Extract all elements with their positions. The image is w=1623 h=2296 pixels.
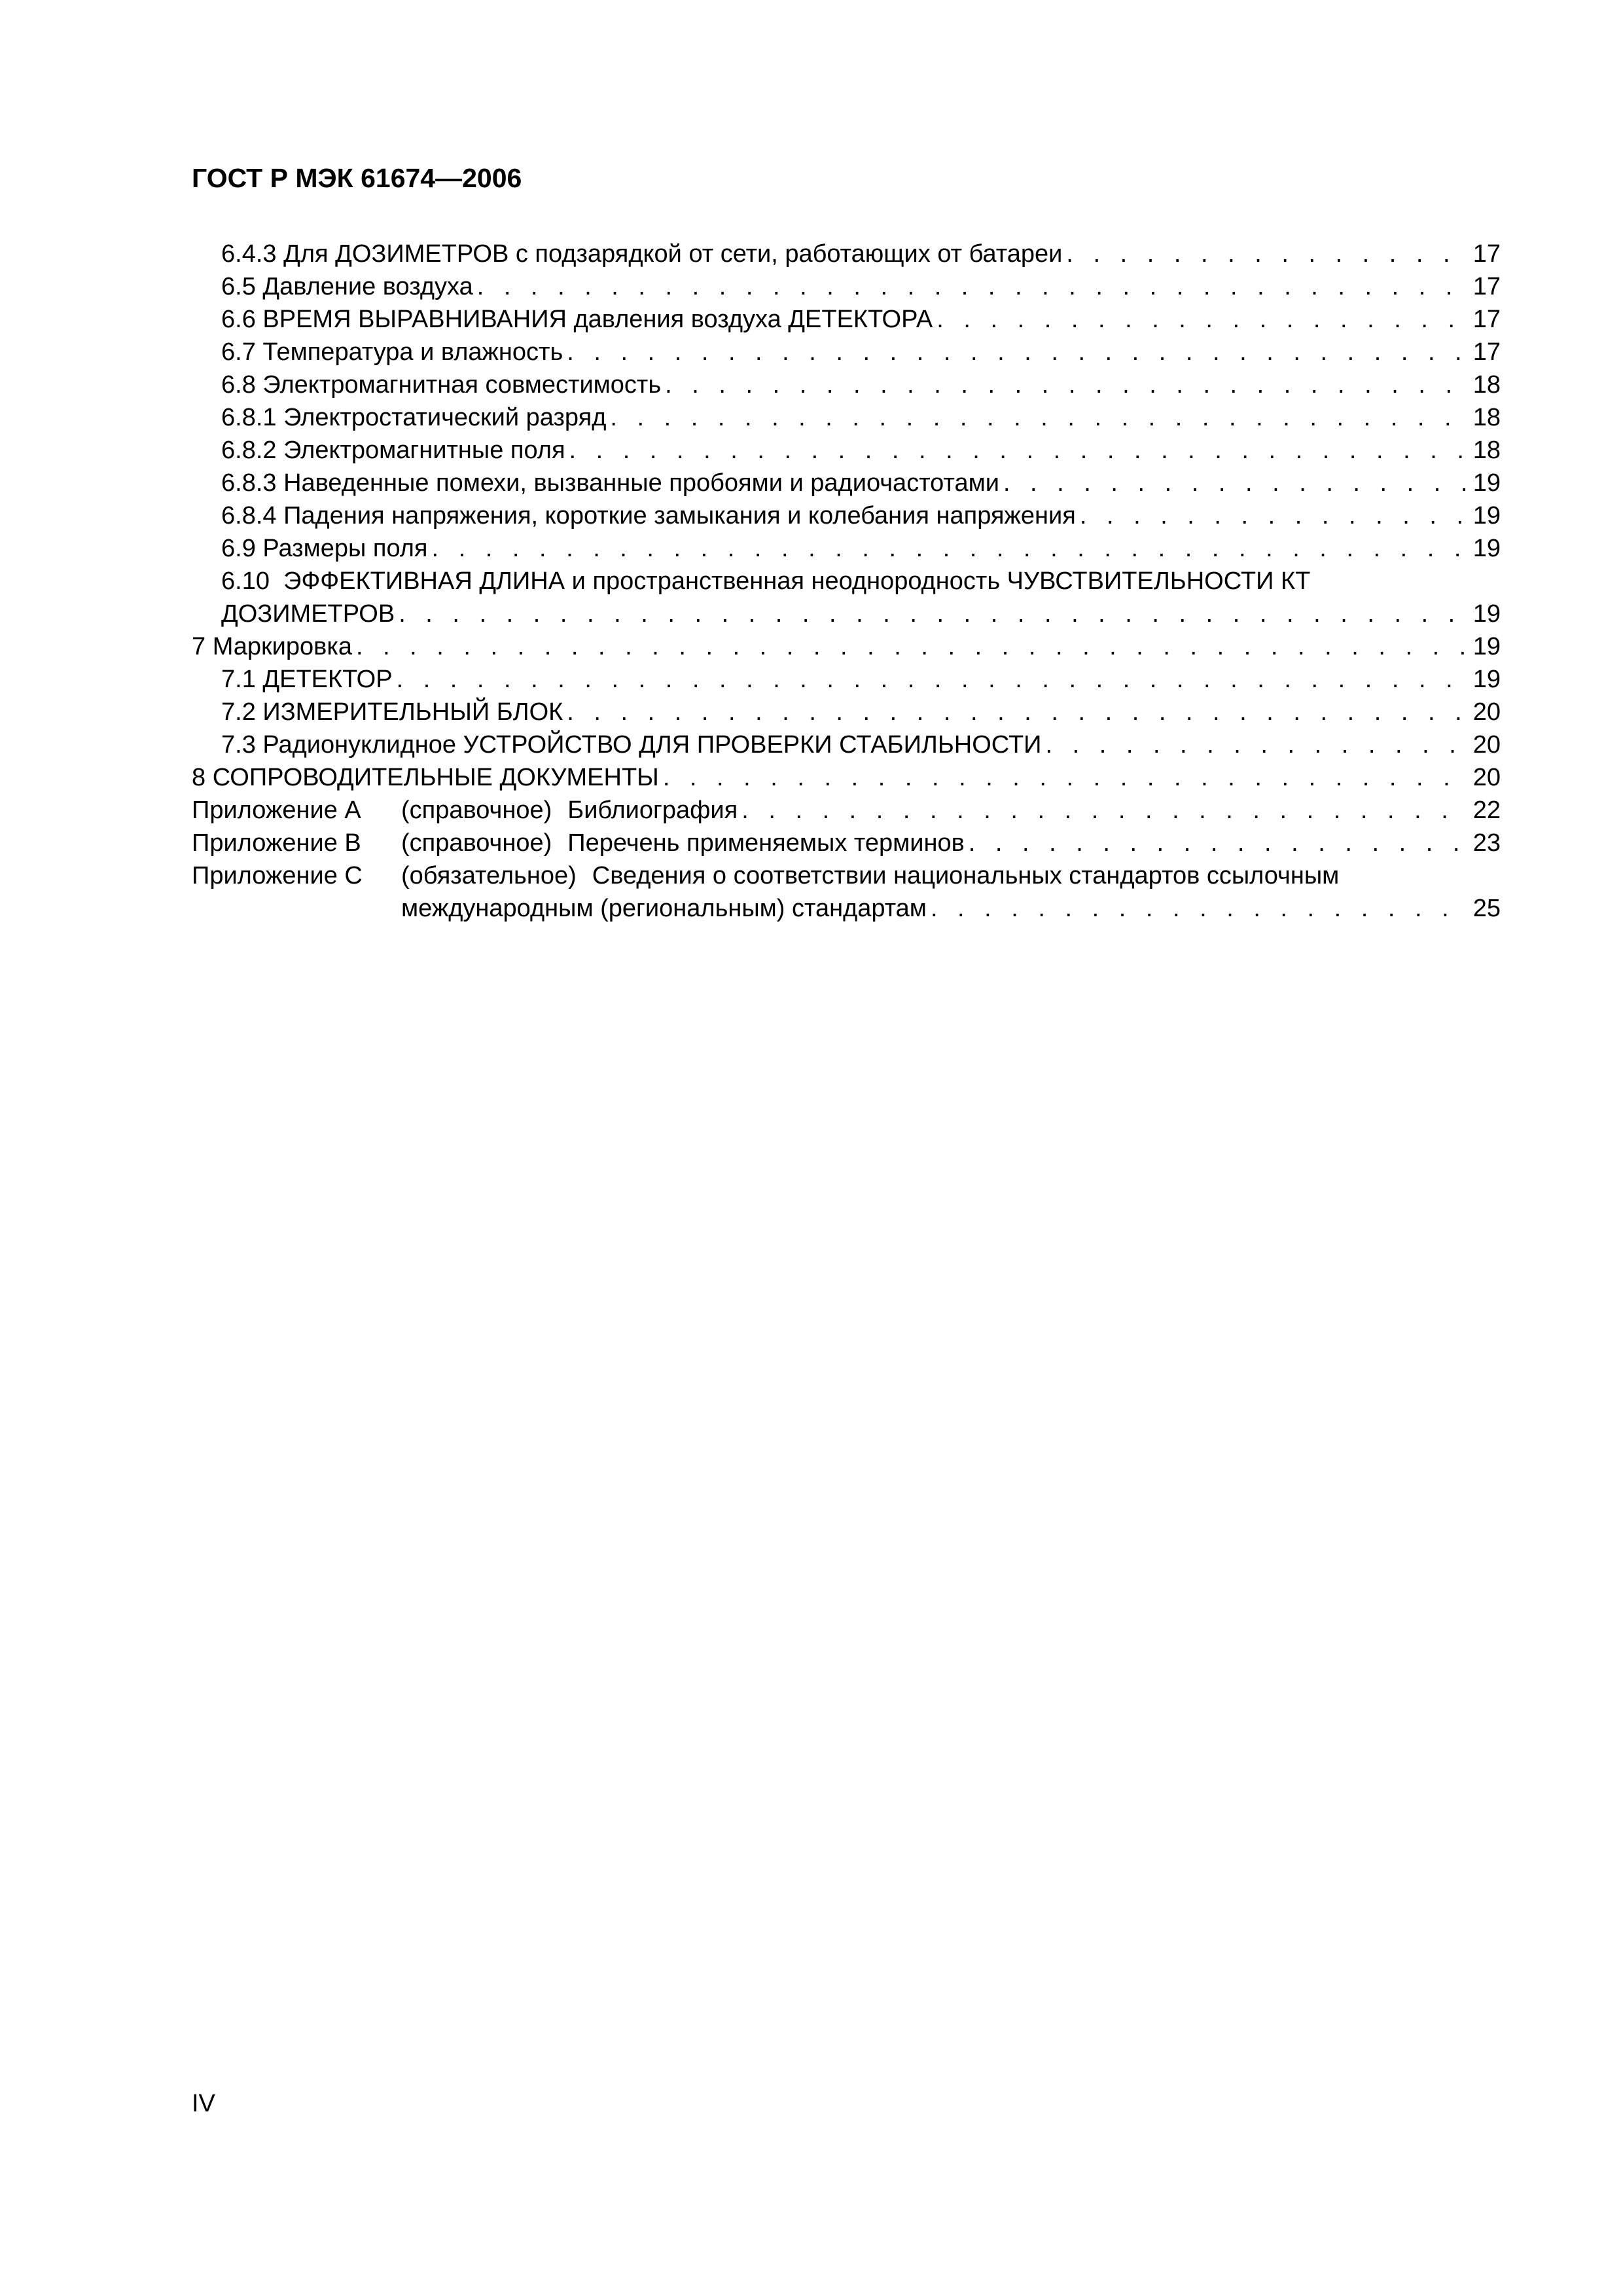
toc-entry-6-4-3 — [192, 238, 1501, 270]
dot-leader — [665, 368, 1468, 401]
dot-leader — [569, 434, 1468, 467]
document-header: ГОСТ Р МЭК 61674—2006 — [192, 163, 522, 193]
dot-leader — [432, 532, 1469, 565]
appendix-label: Приложение А — [192, 797, 361, 824]
toc-entry-6-7 — [192, 336, 1501, 368]
dot-leader — [969, 827, 1468, 859]
dot-leader — [477, 270, 1468, 303]
toc-entry-6-5 — [192, 270, 1501, 303]
toc-entry-title: Падения напряжения, короткие замыкания и колебания напряжения — [283, 502, 1076, 529]
toc-entry-title-line2: ДОЗИМЕТРОВ — [221, 600, 395, 628]
toc-entry-number: 6.8.2 — [221, 437, 277, 464]
appendix-label: Приложение В — [192, 829, 361, 857]
toc-entry-title: ИЗМЕРИТЕЛЬНЫЙ БЛОК — [262, 698, 563, 726]
toc-entry-title: Электростатический разряд — [283, 404, 607, 431]
dot-leader — [663, 761, 1468, 794]
toc-entry-page: 17 — [1472, 273, 1501, 300]
toc-entry-number: 6.4.3 — [221, 240, 277, 268]
toc-entry-8 — [192, 761, 1501, 794]
toc-entry-page: 18 — [1472, 371, 1501, 399]
toc-entry-title: Давление воздуха — [262, 273, 473, 300]
dot-leader — [1045, 728, 1468, 761]
dot-leader — [356, 630, 1468, 663]
toc-entry-number: 6.8 — [221, 371, 256, 399]
appendix-status: (справочное) — [401, 797, 552, 824]
toc-entry-page: 17 — [1472, 338, 1501, 366]
toc-entry-7-2 — [192, 696, 1501, 728]
dot-leader — [1003, 467, 1468, 499]
appendix-title-line1: Сведения о соответствии национальных стандартов ссылочным — [592, 862, 1340, 889]
toc-entry-page: 20 — [1472, 764, 1501, 791]
toc-entry-6-8-2 — [192, 434, 1501, 467]
toc-entry-page: 19 — [1472, 633, 1501, 660]
toc-entry-page: 17 — [1472, 306, 1501, 333]
toc-entry-number: 6.8.4 — [221, 502, 277, 529]
toc-entry-6-8 — [192, 368, 1501, 401]
toc-entry-number: 6.9 — [221, 535, 256, 562]
toc-entry-6-8-3 — [192, 467, 1501, 499]
toc-entry-number: 6.6 — [221, 306, 256, 333]
toc-entry-title: ДЕТЕКТОР — [262, 666, 393, 693]
toc-entry-7 — [192, 630, 1501, 663]
toc-entry-page: 19 — [1472, 469, 1501, 497]
toc-appendix-b — [192, 827, 1501, 859]
dot-leader — [399, 598, 1468, 630]
toc-entry-title: Температура и влажность — [262, 338, 563, 366]
dot-leader — [936, 303, 1468, 336]
dot-leader — [567, 336, 1468, 368]
toc-entry-6-8-4 — [192, 499, 1501, 532]
dot-leader — [610, 401, 1468, 434]
dot-leader — [741, 794, 1468, 827]
toc-entry-number: 7.1 — [221, 666, 256, 693]
toc-entry-number: 6.8.1 — [221, 404, 277, 431]
toc-entry-7-1 — [192, 663, 1501, 696]
page-number: IV — [192, 2090, 215, 2117]
appendix-title: Библиография — [567, 797, 738, 824]
toc-entry-number: 6.7 — [221, 338, 256, 366]
toc-entry-number: 6.10 — [221, 567, 270, 595]
appendix-title: Перечень применяемых терминов — [567, 829, 965, 857]
toc-entry-number: 8 — [192, 764, 206, 791]
toc-appendix-c — [192, 859, 1501, 925]
toc-entry-6-9 — [192, 532, 1501, 565]
toc-entry-page: 18 — [1472, 437, 1501, 464]
toc-entry-6-10 — [192, 565, 1501, 630]
toc-entry-title: ВРЕМЯ ВЫРАВНИВАНИЯ давления воздуха ДЕТЕКТОРА — [262, 306, 933, 333]
dot-leader — [1066, 238, 1468, 270]
toc-appendix-a — [192, 794, 1501, 827]
appendix-title-line2: международным (региональным) стандартам — [401, 895, 927, 922]
toc-entry-title: Размеры поля — [262, 535, 428, 562]
appendix-label: Приложение С — [192, 862, 363, 889]
appendix-page: 23 — [1472, 829, 1501, 857]
toc-entry-title: Для ДОЗИМЕТРОВ с подзарядкой от сети, работающих от батареи — [283, 240, 1063, 268]
toc-entry-6-6 — [192, 303, 1501, 336]
dot-leader — [567, 696, 1468, 728]
dot-leader — [397, 663, 1468, 696]
toc-entry-title: Маркировка — [212, 633, 352, 660]
toc-entry-title: Электромагнитные поля — [283, 437, 565, 464]
toc-entry-7-3 — [192, 728, 1501, 761]
toc-entry-page: 19 — [1472, 502, 1501, 529]
appendix-status: (справочное) — [401, 829, 552, 857]
toc-entry-page: 19 — [1472, 535, 1501, 562]
toc-entry-page: 19 — [1472, 666, 1501, 693]
toc-entry-number: 7 — [192, 633, 206, 660]
toc-entry-number: 6.5 — [221, 273, 256, 300]
toc-entry-page: 17 — [1472, 240, 1501, 268]
toc-entry-title: СОПРОВОДИТЕЛЬНЫЕ ДОКУМЕНТЫ — [212, 764, 659, 791]
toc-entry-page: 20 — [1472, 698, 1501, 726]
toc-entry-6-8-1 — [192, 401, 1501, 434]
appendix-status: (обязательное) — [401, 862, 577, 889]
toc-entry-title-line1: ЭФФЕКТИВНАЯ ДЛИНА и пространственная неоднородность ЧУВСТВИТЕЛЬНОСТИ КТ — [283, 567, 1311, 595]
appendix-page: 22 — [1472, 797, 1501, 824]
dot-leader — [931, 892, 1468, 925]
dot-leader — [1080, 499, 1468, 532]
appendix-page: 25 — [1472, 895, 1501, 922]
toc-entry-page: 18 — [1472, 404, 1501, 431]
toc-entry-number: 7.3 — [221, 731, 256, 759]
toc-entry-page: 19 — [1472, 600, 1501, 628]
toc-entry-number: 7.2 — [221, 698, 256, 726]
toc-entry-title: Радионуклидное УСТРОЙСТВО ДЛЯ ПРОВЕРКИ СТАБИЛЬНОСТИ — [262, 731, 1042, 759]
toc-entry-title: Наведенные помехи, вызванные пробоями и радиочастотами — [283, 469, 999, 497]
toc-entry-number: 6.8.3 — [221, 469, 277, 497]
table-of-contents — [192, 238, 1501, 925]
toc-entry-title: Электромагнитная совместимость — [262, 371, 662, 399]
toc-entry-page: 20 — [1472, 731, 1501, 759]
